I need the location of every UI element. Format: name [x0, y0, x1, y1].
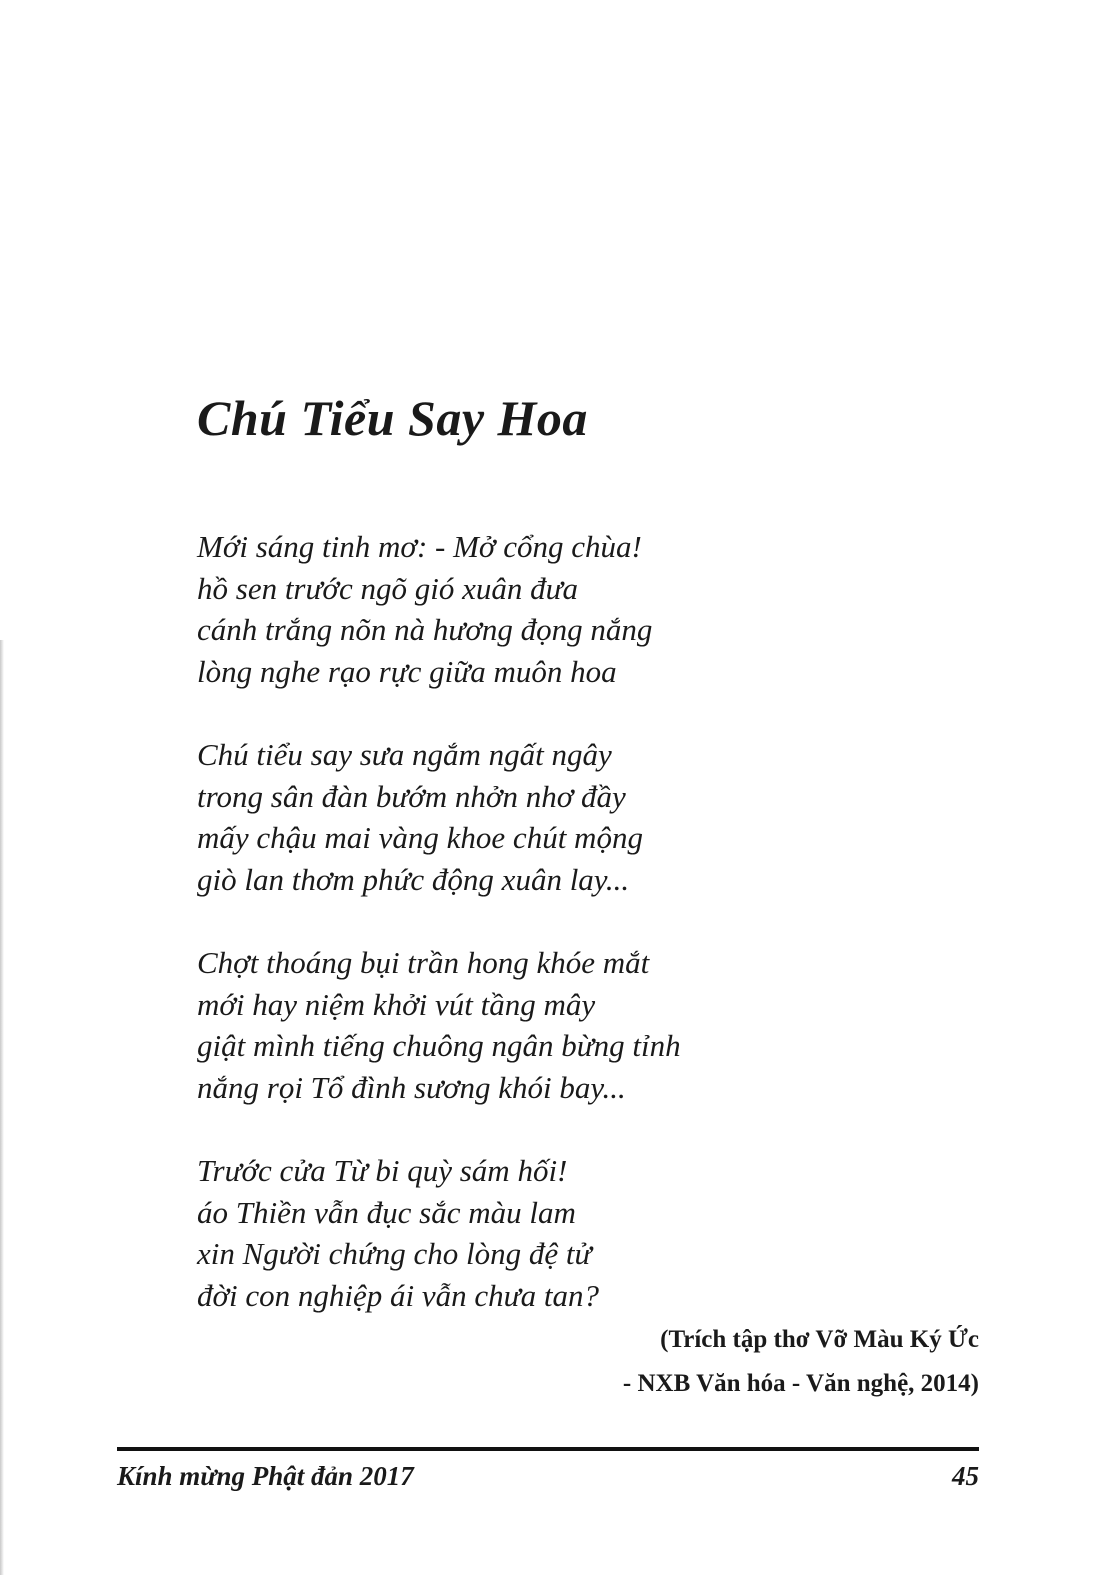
poem-line: Trước cửa Từ bi quỳ sám hối! — [197, 1153, 568, 1188]
stanza-1 — [197, 526, 817, 692]
poem-line: Mới sáng tinh mơ: - Mở cổng chùa! — [197, 529, 642, 564]
poem-title: Chú Tiểu Say Hoa — [197, 390, 588, 446]
poem-line: lòng nghe rạo rực giữa muôn hoa — [197, 653, 617, 689]
poem-line: giật mình tiếng chuông ngân bừng tỉnh — [197, 1028, 681, 1063]
poem-body — [197, 526, 817, 1358]
source-line-1: (Trích tập thơ Vỡ Màu Ký Ức — [660, 1326, 979, 1353]
poem-line: cánh trắng nõn nà hương đọng nắng — [197, 612, 653, 647]
footer-publication: Kính mừng Phật đản 2017 — [117, 1461, 414, 1491]
source-citation — [623, 1318, 979, 1406]
poem-line: hồ sen trước ngõ gió xuân đưa — [197, 570, 578, 606]
poem-line: nắng rọi Tổ đình sương khói bay... — [197, 1069, 626, 1105]
poem-line: Chú tiểu say sưa ngắm ngất ngây — [197, 737, 612, 772]
stanza-2 — [197, 734, 817, 900]
page-edge-shadow — [0, 640, 4, 1575]
poem-line: đời con nghiệp ái vẫn chưa tan? — [197, 1277, 599, 1313]
source-line-2: - NXB Văn hóa - Văn nghệ, 2014) — [622, 1370, 979, 1397]
poem-line: áo Thiền vẫn đục sắc màu lam — [197, 1194, 576, 1230]
poem-line: giò lan thơm phức động xuân lay... — [197, 861, 630, 897]
stanza-4 — [197, 1150, 817, 1316]
stanza-3 — [197, 942, 817, 1108]
poem-line: Chợt thoáng bụi trần hong khóe mắt — [197, 945, 650, 980]
poem-line: xin Người chứng cho lòng đệ tử — [197, 1236, 592, 1271]
page-number: 45 — [952, 1461, 979, 1491]
poem-line: mấy chậu mai vàng khoe chút mộng — [197, 820, 643, 855]
footer-rule — [117, 1447, 979, 1451]
poem-line: mới hay niệm khởi vút tầng mây — [197, 986, 596, 1022]
poem-line: trong sân đàn bướm nhởn nhơ đầy — [197, 778, 626, 814]
